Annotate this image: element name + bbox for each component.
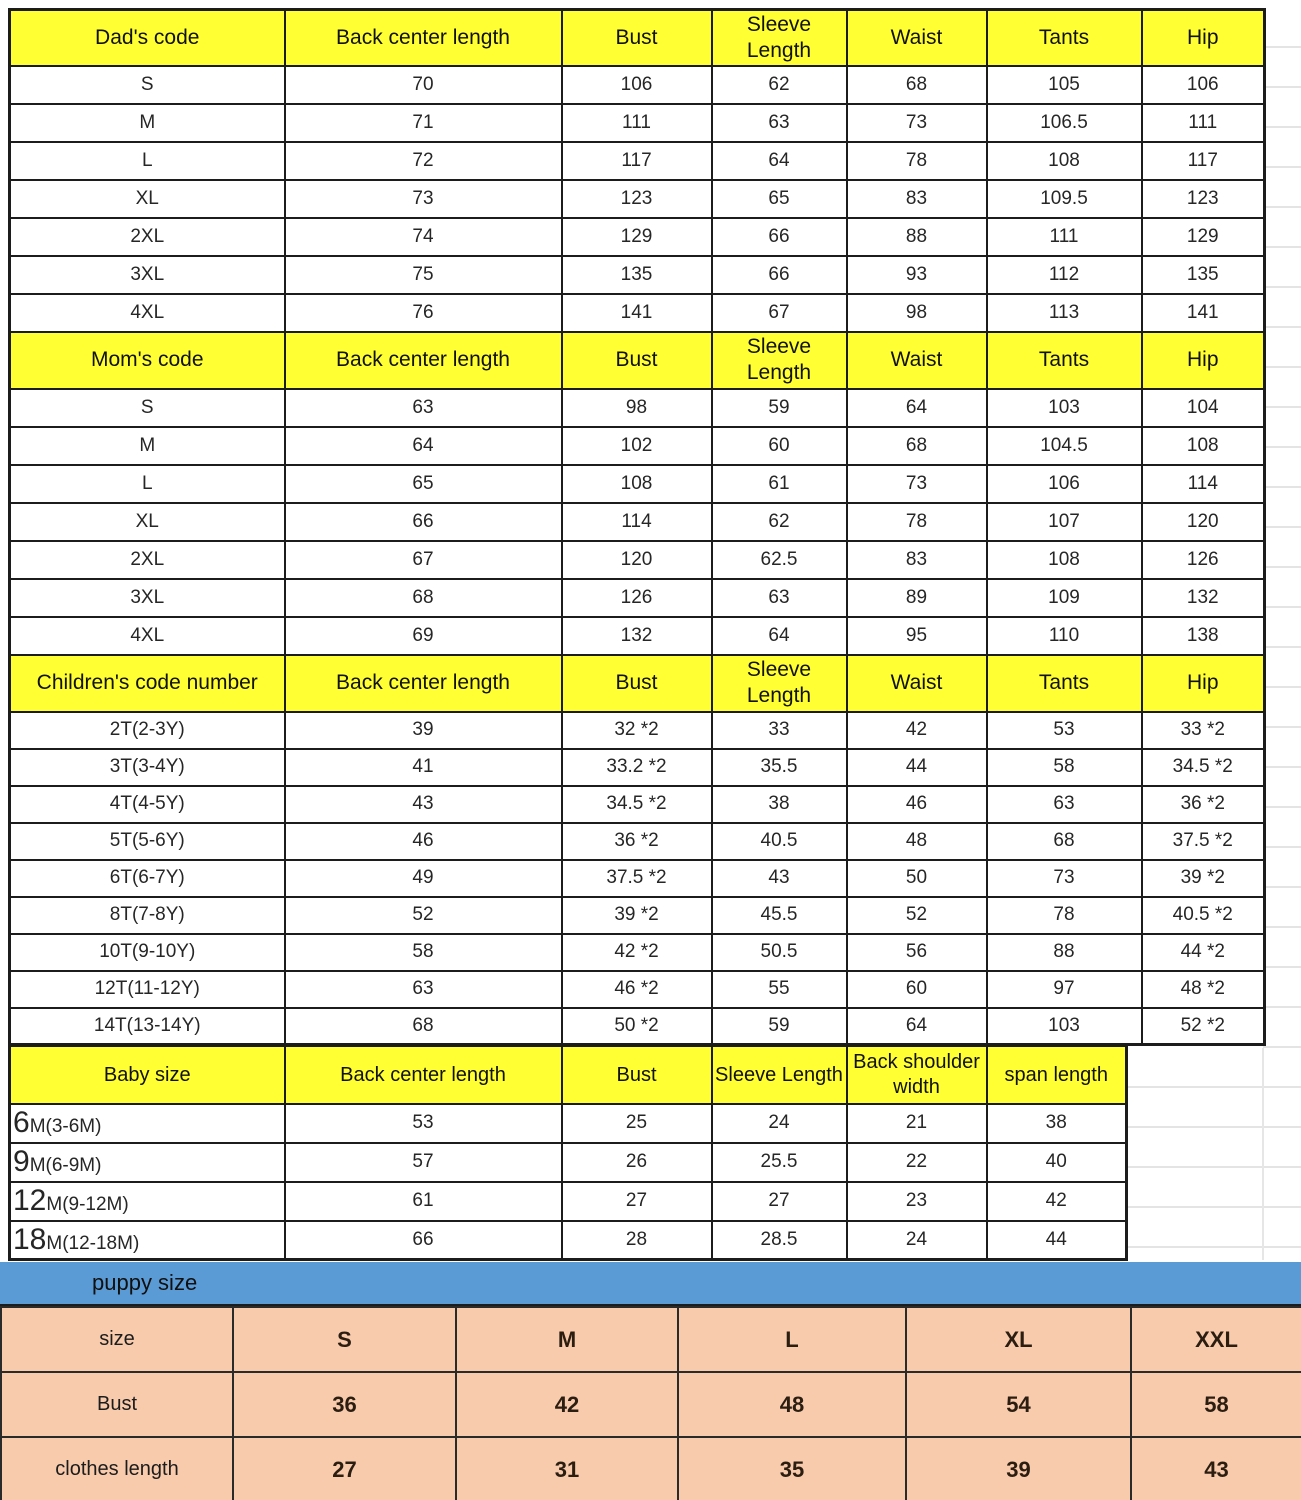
value-cell: 123	[1142, 180, 1265, 218]
size-code-number: 12	[13, 1184, 47, 1217]
value-cell: 25	[562, 1104, 712, 1143]
value-cell: 43	[1131, 1437, 1301, 1500]
value-cell: 53	[987, 712, 1142, 749]
value-cell: 114	[562, 503, 712, 541]
column-header: Children's code number	[10, 655, 285, 712]
value-cell: 135	[1142, 256, 1265, 294]
children-data-row	[10, 897, 1265, 934]
dad-header-row	[10, 10, 1265, 66]
size-code-cell: S	[10, 66, 285, 104]
column-header: Back shoulder width	[847, 1046, 987, 1104]
value-cell: 64	[847, 1008, 987, 1045]
value-cell: 63	[987, 786, 1142, 823]
value-cell: 62	[712, 66, 847, 104]
value-cell: 56	[847, 934, 987, 971]
value-cell: 59	[712, 1008, 847, 1045]
mom-data-row	[10, 427, 1265, 465]
value-cell: 36 *2	[562, 823, 712, 860]
value-cell: 75	[285, 256, 562, 294]
value-cell: 109.5	[987, 180, 1142, 218]
value-cell: 23	[847, 1182, 987, 1221]
value-cell: 33 *2	[1142, 712, 1265, 749]
value-cell: 64	[847, 389, 987, 427]
value-cell: 55	[712, 971, 847, 1008]
value-cell: 39 *2	[1142, 860, 1265, 897]
value-cell: 60	[847, 971, 987, 1008]
value-cell: 135	[562, 256, 712, 294]
column-header: Bust	[562, 10, 712, 66]
value-cell: 103	[987, 389, 1142, 427]
size-code-cell: 3T(3-4Y)	[10, 749, 285, 786]
value-cell: 83	[847, 180, 987, 218]
size-code-cell: 2XL	[10, 218, 285, 256]
value-cell: 58	[1131, 1372, 1301, 1437]
mom-data-row	[10, 617, 1265, 655]
column-header: Back center length	[285, 655, 562, 712]
value-cell: 66	[285, 1221, 562, 1260]
size-code-cell: 2XL	[10, 541, 285, 579]
value-cell: 40.5	[712, 823, 847, 860]
value-cell: 48 *2	[1142, 971, 1265, 1008]
column-header: Tants	[987, 655, 1142, 712]
column-header: Bust	[562, 1046, 712, 1104]
value-cell: 108	[1142, 427, 1265, 465]
value-cell: 70	[285, 66, 562, 104]
value-cell: 37.5 *2	[562, 860, 712, 897]
mom-data-row	[10, 465, 1265, 503]
value-cell: 138	[1142, 617, 1265, 655]
value-cell: 83	[847, 541, 987, 579]
value-cell: 64	[285, 427, 562, 465]
value-cell: 69	[285, 617, 562, 655]
column-header: Back center length	[285, 332, 562, 389]
value-cell: 63	[712, 579, 847, 617]
size-code-cell: 14T(13-14Y)	[10, 1008, 285, 1045]
puppy-row	[1, 1372, 1301, 1437]
value-cell: 66	[285, 503, 562, 541]
column-header: Waist	[847, 10, 987, 66]
size-code-cell: 4T(4-5Y)	[10, 786, 285, 823]
children-data-row	[10, 1008, 1265, 1045]
size-code-cell: 4XL	[10, 294, 285, 332]
size-code-number: 18	[13, 1222, 47, 1256]
column-header: Sleeve Length	[712, 1046, 847, 1104]
column-header: Back center length	[285, 1046, 562, 1104]
value-cell: 42	[456, 1372, 678, 1437]
size-code-cell: 2T(2-3Y)	[10, 712, 285, 749]
value-cell: XXL	[1131, 1307, 1301, 1372]
value-cell: 73	[847, 465, 987, 503]
value-cell: 68	[285, 1008, 562, 1045]
value-cell: 120	[562, 541, 712, 579]
value-cell: 67	[712, 294, 847, 332]
value-cell: 78	[847, 503, 987, 541]
value-cell: 68	[847, 427, 987, 465]
value-cell: 64	[712, 617, 847, 655]
value-cell: 33.2 *2	[562, 749, 712, 786]
value-cell: 34.5 *2	[1142, 749, 1265, 786]
value-cell: 98	[562, 389, 712, 427]
size-code-cell: S	[10, 389, 285, 427]
value-cell: 40	[987, 1143, 1127, 1182]
value-cell: 48	[847, 823, 987, 860]
value-cell: 73	[987, 860, 1142, 897]
size-code-cell: 10T(9-10Y)	[10, 934, 285, 971]
baby-data-row	[10, 1182, 1127, 1221]
value-cell: 35.5	[712, 749, 847, 786]
size-code-cell: XL	[10, 180, 285, 218]
value-cell: 114	[1142, 465, 1265, 503]
children-data-row	[10, 823, 1265, 860]
size-code-number: 6	[13, 1106, 30, 1139]
value-cell: 38	[712, 786, 847, 823]
column-header: Sleeve Length	[712, 10, 847, 66]
value-cell: 102	[562, 427, 712, 465]
column-header: Bust	[562, 332, 712, 389]
baby-data-row	[10, 1221, 1127, 1260]
column-header: Bust	[562, 655, 712, 712]
value-cell: 129	[562, 218, 712, 256]
spreadsheet-gridlines-right	[1263, 8, 1301, 1260]
dad-data-row	[10, 218, 1265, 256]
value-cell: 88	[847, 218, 987, 256]
value-cell: 63	[712, 104, 847, 142]
value-cell: 104	[1142, 389, 1265, 427]
value-cell: 111	[1142, 104, 1265, 142]
size-code-cell: 8T(7-8Y)	[10, 897, 285, 934]
value-cell: 106.5	[987, 104, 1142, 142]
value-cell: 27	[712, 1182, 847, 1221]
size-code-number: 9	[13, 1145, 30, 1178]
column-header: Hip	[1142, 332, 1265, 389]
children-data-row	[10, 712, 1265, 749]
value-cell: 72	[285, 142, 562, 180]
value-cell: 107	[987, 503, 1142, 541]
value-cell: 46	[847, 786, 987, 823]
value-cell: 46	[285, 823, 562, 860]
value-cell: 53	[285, 1104, 562, 1143]
baby-header-row	[10, 1046, 1127, 1104]
column-header: Sleeve Length	[712, 655, 847, 712]
value-cell: 61	[712, 465, 847, 503]
value-cell: 39 *2	[562, 897, 712, 934]
value-cell: 44 *2	[1142, 934, 1265, 971]
value-cell: 108	[987, 541, 1142, 579]
value-cell: 93	[847, 256, 987, 294]
value-cell: 89	[847, 579, 987, 617]
value-cell: 50.5	[712, 934, 847, 971]
puppy-row	[1, 1437, 1301, 1500]
value-cell: 123	[562, 180, 712, 218]
value-cell: 68	[847, 66, 987, 104]
value-cell: 42 *2	[562, 934, 712, 971]
size-code-cell	[10, 1104, 285, 1143]
value-cell: 37.5 *2	[1142, 823, 1265, 860]
size-code-suffix: M(9-12M)	[46, 1194, 129, 1215]
value-cell: 57	[285, 1143, 562, 1182]
value-cell: 32 *2	[562, 712, 712, 749]
dad-data-row	[10, 66, 1265, 104]
value-cell: 88	[987, 934, 1142, 971]
value-cell: 112	[987, 256, 1142, 294]
value-cell: S	[233, 1307, 456, 1372]
column-header: Sleeve Length	[712, 332, 847, 389]
dad-data-row	[10, 180, 1265, 218]
value-cell: 27	[233, 1437, 456, 1500]
value-cell: 22	[847, 1143, 987, 1182]
row-label-cell: size	[1, 1307, 233, 1372]
value-cell: 126	[562, 579, 712, 617]
value-cell: 64	[712, 142, 847, 180]
value-cell: 63	[285, 389, 562, 427]
value-cell: 132	[562, 617, 712, 655]
column-header: Hip	[1142, 10, 1265, 66]
dad-data-row	[10, 142, 1265, 180]
size-code-cell: M	[10, 104, 285, 142]
value-cell: 78	[987, 897, 1142, 934]
value-cell: 109	[987, 579, 1142, 617]
puppy-row	[1, 1307, 1301, 1372]
size-code-cell: M	[10, 427, 285, 465]
value-cell: 65	[285, 465, 562, 503]
value-cell: 66	[712, 218, 847, 256]
value-cell: 33	[712, 712, 847, 749]
value-cell: 49	[285, 860, 562, 897]
value-cell: 43	[712, 860, 847, 897]
value-cell: 105	[987, 66, 1142, 104]
value-cell: 132	[1142, 579, 1265, 617]
size-code-cell: 5T(5-6Y)	[10, 823, 285, 860]
value-cell: 46 *2	[562, 971, 712, 1008]
value-cell: 52	[847, 897, 987, 934]
size-code-suffix: M(6-9M)	[29, 1155, 102, 1176]
value-cell: 106	[987, 465, 1142, 503]
value-cell: 95	[847, 617, 987, 655]
value-cell: 67	[285, 541, 562, 579]
puppy-size-bar	[0, 1262, 1301, 1306]
value-cell: 25.5	[712, 1143, 847, 1182]
value-cell: 27	[562, 1182, 712, 1221]
value-cell: 41	[285, 749, 562, 786]
row-label-cell: clothes length	[1, 1437, 233, 1500]
dad-data-row	[10, 104, 1265, 142]
value-cell: 68	[285, 579, 562, 617]
family-size-table	[8, 8, 1266, 1046]
value-cell: 34.5 *2	[562, 786, 712, 823]
size-code-cell: XL	[10, 503, 285, 541]
value-cell: 106	[562, 66, 712, 104]
value-cell: 36 *2	[1142, 786, 1265, 823]
dad-data-row	[10, 256, 1265, 294]
size-code-suffix: M(3-6M)	[29, 1116, 102, 1137]
value-cell: 45.5	[712, 897, 847, 934]
value-cell: 42	[847, 712, 987, 749]
value-cell: 71	[285, 104, 562, 142]
value-cell: 39	[906, 1437, 1131, 1500]
value-cell: L	[678, 1307, 906, 1372]
value-cell: 98	[847, 294, 987, 332]
value-cell: 66	[712, 256, 847, 294]
value-cell: 141	[562, 294, 712, 332]
value-cell: 43	[285, 786, 562, 823]
value-cell: 42	[987, 1182, 1127, 1221]
value-cell: 58	[285, 934, 562, 971]
value-cell: 111	[987, 218, 1142, 256]
value-cell: 58	[987, 749, 1142, 786]
value-cell: 73	[285, 180, 562, 218]
value-cell: 73	[847, 104, 987, 142]
value-cell: 113	[987, 294, 1142, 332]
value-cell: 103	[987, 1008, 1142, 1045]
value-cell: 120	[1142, 503, 1265, 541]
value-cell: 48	[678, 1372, 906, 1437]
row-label-cell: Bust	[1, 1372, 233, 1437]
baby-data-row	[10, 1104, 1127, 1143]
value-cell: 21	[847, 1104, 987, 1143]
value-cell: 40.5 *2	[1142, 897, 1265, 934]
value-cell: 117	[1142, 142, 1265, 180]
value-cell: 110	[987, 617, 1142, 655]
size-code-cell: 6T(6-7Y)	[10, 860, 285, 897]
baby-data-row	[10, 1143, 1127, 1182]
size-code-cell: L	[10, 465, 285, 503]
tables-column	[8, 8, 1266, 1261]
value-cell: 31	[456, 1437, 678, 1500]
value-cell: 52 *2	[1142, 1008, 1265, 1045]
size-code-suffix: M(12-18M)	[46, 1232, 140, 1254]
size-code-cell	[10, 1143, 285, 1182]
size-code-cell	[10, 1182, 285, 1221]
size-code-cell: 4XL	[10, 617, 285, 655]
value-cell: 52	[285, 897, 562, 934]
children-data-row	[10, 971, 1265, 1008]
value-cell: 39	[285, 712, 562, 749]
value-cell: 126	[1142, 541, 1265, 579]
value-cell: 35	[678, 1437, 906, 1500]
value-cell: 141	[1142, 294, 1265, 332]
mom-data-row	[10, 579, 1265, 617]
puppy-size-table	[0, 1306, 1301, 1500]
value-cell: 68	[987, 823, 1142, 860]
value-cell: 104.5	[987, 427, 1142, 465]
column-header: Back center length	[285, 10, 562, 66]
value-cell: 26	[562, 1143, 712, 1182]
value-cell: 60	[712, 427, 847, 465]
value-cell: 28	[562, 1221, 712, 1260]
size-code-cell: 3XL	[10, 256, 285, 294]
puppy-size-label: puppy size	[92, 1270, 198, 1295]
value-cell: 65	[712, 180, 847, 218]
column-header: Waist	[847, 655, 987, 712]
value-cell: 24	[712, 1104, 847, 1143]
value-cell: 129	[1142, 218, 1265, 256]
column-header: span length	[987, 1046, 1127, 1104]
children-header-row	[10, 655, 1265, 712]
children-data-row	[10, 934, 1265, 971]
column-header: Mom's code	[10, 332, 285, 389]
value-cell: XL	[906, 1307, 1131, 1372]
children-data-row	[10, 860, 1265, 897]
size-code-cell: 3XL	[10, 579, 285, 617]
value-cell: 97	[987, 971, 1142, 1008]
value-cell: 117	[562, 142, 712, 180]
value-cell: 61	[285, 1182, 562, 1221]
children-data-row	[10, 786, 1265, 823]
column-header: Hip	[1142, 655, 1265, 712]
size-code-cell: 12T(11-12Y)	[10, 971, 285, 1008]
value-cell: 108	[562, 465, 712, 503]
mom-header-row	[10, 332, 1265, 389]
value-cell: 111	[562, 104, 712, 142]
value-cell: 63	[285, 971, 562, 1008]
value-cell: 54	[906, 1372, 1131, 1437]
value-cell: 24	[847, 1221, 987, 1260]
value-cell: 36	[233, 1372, 456, 1437]
value-cell: 59	[712, 389, 847, 427]
column-header: Tants	[987, 332, 1142, 389]
value-cell: 50	[847, 860, 987, 897]
value-cell: 38	[987, 1104, 1127, 1143]
value-cell: 50 *2	[562, 1008, 712, 1045]
mom-data-row	[10, 389, 1265, 427]
column-header: Waist	[847, 332, 987, 389]
column-header: Tants	[987, 10, 1142, 66]
value-cell: 62	[712, 503, 847, 541]
value-cell: 106	[1142, 66, 1265, 104]
value-cell: 76	[285, 294, 562, 332]
value-cell: 44	[847, 749, 987, 786]
value-cell: 28.5	[712, 1221, 847, 1260]
value-cell: 108	[987, 142, 1142, 180]
size-code-cell: L	[10, 142, 285, 180]
baby-size-table	[8, 1044, 1128, 1261]
column-header: Dad's code	[10, 10, 285, 66]
value-cell: 74	[285, 218, 562, 256]
size-code-cell	[10, 1221, 285, 1260]
mom-data-row	[10, 503, 1265, 541]
dad-data-row	[10, 294, 1265, 332]
children-data-row	[10, 749, 1265, 786]
value-cell: M	[456, 1307, 678, 1372]
column-header: Baby size	[10, 1046, 285, 1104]
mom-data-row	[10, 541, 1265, 579]
value-cell: 62.5	[712, 541, 847, 579]
value-cell: 44	[987, 1221, 1127, 1260]
value-cell: 78	[847, 142, 987, 180]
